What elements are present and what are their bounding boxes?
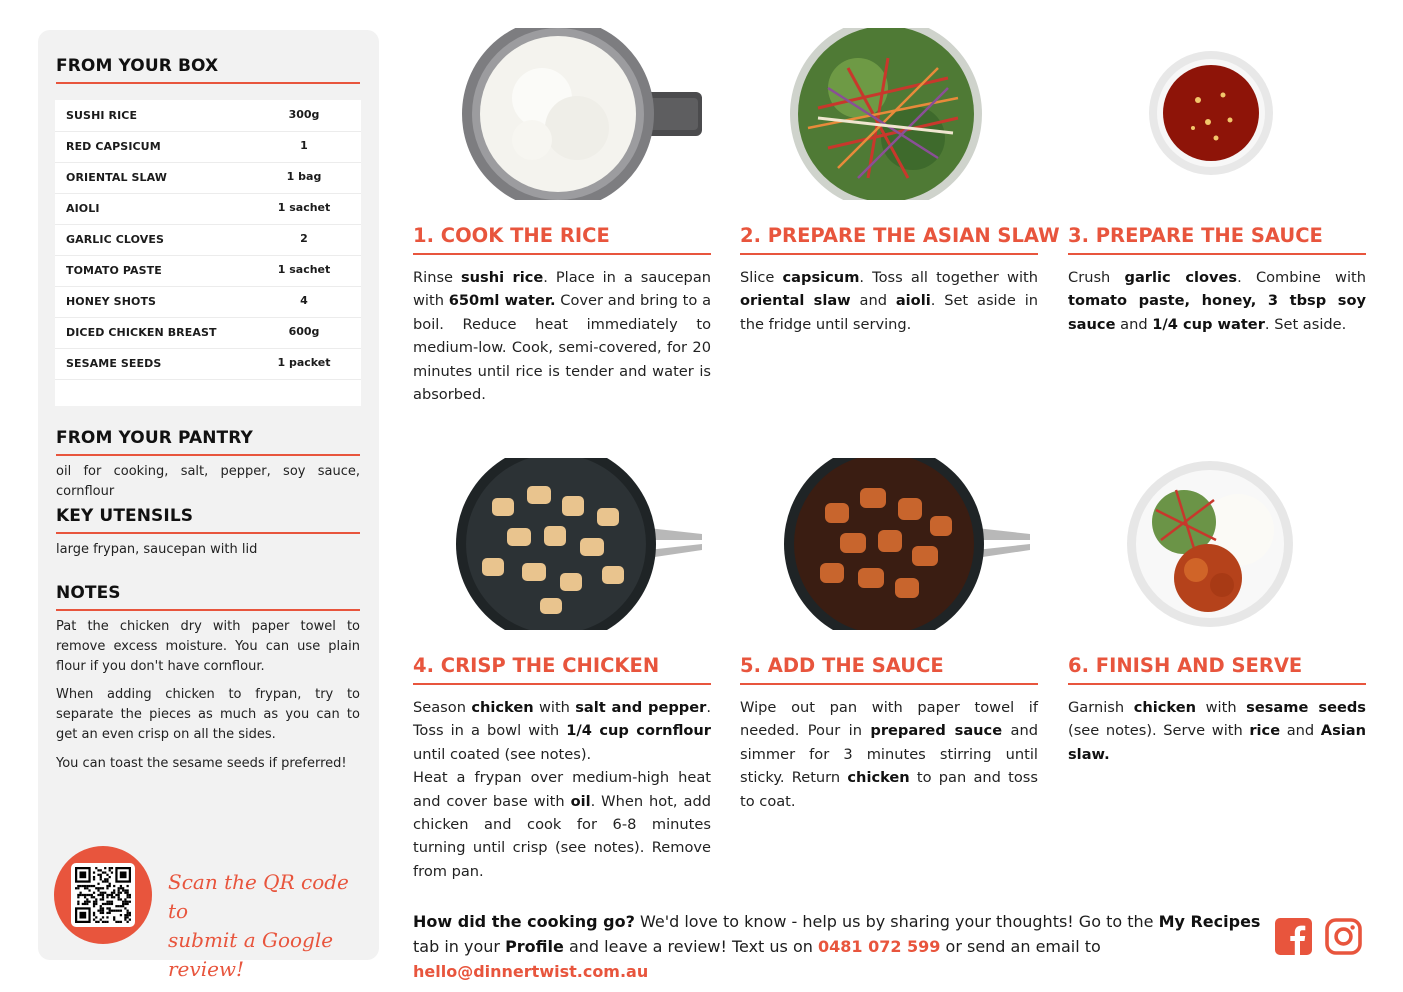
footer-text: We'd love to know - help us by sharing your thoughts! Go to the — [634, 912, 1159, 931]
step-text: until coated (see notes). Heat a frypan over medium-high heat and cover base with — [413, 745, 711, 810]
facebook-icon[interactable] — [1275, 918, 1312, 955]
divider — [56, 454, 360, 456]
ingredient-name: DICED CHICKEN BREAST — [66, 326, 217, 339]
divider — [413, 683, 711, 685]
step-5-title: 5. ADD THE SAUCE — [740, 654, 944, 677]
step-text: . Place in a saucepan with — [413, 269, 712, 310]
step-text: Wipe out pan with paper towel if needed. Pour in — [740, 699, 1038, 740]
step-text: with — [533, 699, 576, 716]
ingredient-name: ORIENTAL SLAW — [66, 171, 168, 184]
divider — [56, 609, 360, 611]
divider — [1068, 683, 1366, 685]
email-link[interactable]: hello@dinnertwist.com.au — [413, 962, 649, 981]
ingredient-name: SESAME SEEDS — [66, 357, 162, 370]
sauce-frypan-image — [780, 458, 1032, 630]
ingredient-row — [55, 348, 361, 380]
step-text: and — [850, 292, 896, 310]
step-emphasis: salt and pepper — [575, 699, 707, 716]
divider — [56, 532, 360, 534]
step-emphasis: chicken — [471, 699, 534, 716]
note-item: When adding chicken to frypan, try to separate the pieces as much as you can to get an even crisp on all the sides. — [56, 687, 360, 742]
divider — [740, 253, 1038, 255]
ingredient-row — [55, 255, 361, 287]
step-text: with — [1196, 699, 1247, 716]
step-emphasis: aioli — [895, 292, 931, 310]
divider — [413, 253, 711, 255]
step-emphasis: Asian slaw. — [1068, 722, 1367, 763]
divider — [1068, 253, 1366, 255]
step-1-body — [413, 266, 711, 406]
qr-line-2: submit a Google review! — [168, 928, 334, 981]
ingredient-name: AIOLI — [66, 202, 100, 215]
sidebar — [38, 30, 379, 981]
utensils-heading: KEY UTENSILS — [56, 506, 194, 526]
step-2-title: 2. PREPARE THE ASIAN SLAW — [740, 224, 1060, 247]
step-text: . Combine with — [1237, 269, 1366, 286]
ingredient-name: RED CAPSICUM — [66, 140, 161, 153]
step-emphasis: garlic cloves — [1124, 269, 1238, 286]
ingredient-qty: 4 — [300, 294, 308, 307]
note-item: Pat the chicken dry with paper towel to remove excess moisture. You can use plain flour if you don't have cornflour. — [56, 619, 360, 674]
qr-code-icon — [75, 867, 131, 923]
ingredient-row — [55, 193, 361, 225]
from-box-heading: FROM YOUR BOX — [56, 56, 219, 76]
step-text: . Toss all together with — [859, 269, 1039, 286]
instagram-icon[interactable] — [1325, 918, 1362, 955]
note-item: You can toast the sesame seeds if preferred! — [56, 756, 347, 771]
step-text: to pan and toss to coat. — [740, 769, 1039, 810]
ingredient-name: SUSHI RICE — [66, 109, 138, 122]
step-3-title: 3. PREPARE THE SAUCE — [1068, 224, 1323, 247]
step-text: Slice — [740, 269, 783, 286]
ingredient-row — [55, 162, 361, 194]
step-text: and — [1115, 315, 1153, 333]
pantry-text: oil for cooking, salt, pepper, soy sauce, cornflour — [56, 464, 360, 499]
ingredient-qty: 300g — [288, 108, 320, 121]
step-emphasis: tomato paste, honey, 3 tbsp soy sauce — [1068, 292, 1366, 333]
qr-code[interactable] — [71, 863, 135, 927]
ingredient-row — [55, 317, 361, 349]
qr-badge — [54, 846, 152, 944]
sauce-bowl-image — [1148, 50, 1274, 176]
rice-saucepan-image — [462, 28, 704, 200]
ingredient-qty: 1 sachet — [277, 201, 331, 214]
profile-label: Profile — [505, 937, 564, 956]
step-6-body — [1068, 696, 1366, 766]
footer-text: and leave a review! Text us on — [563, 937, 818, 956]
ingredient-row — [55, 131, 361, 163]
step-text: . Toss in a bowl with — [413, 699, 711, 740]
step-emphasis: sushi rice — [460, 269, 544, 286]
ingredients-table — [55, 100, 361, 406]
ingredient-qty: 1 — [300, 139, 308, 152]
footer-text: tab in your — [413, 937, 506, 956]
step-text: and simmer for 3 minutes stirring until sticky. Return — [740, 722, 1038, 787]
step-text: (see notes). Serve with — [1068, 722, 1250, 740]
ingredient-qty: 1 bag — [286, 170, 322, 183]
step-text: Garnish — [1068, 699, 1134, 716]
step-emphasis: chicken — [1133, 699, 1197, 716]
step-4-body — [413, 696, 711, 883]
step-text: Cover and bring to a boil. Reduce heat immediately to medium-low. Cook, semi-covered, for 20 minutes until rice is tender and water is absorbed. — [413, 292, 712, 404]
footer-text: or send an email to — [940, 937, 1101, 956]
slaw-bowl-image — [788, 28, 984, 200]
ingredient-qty: 600g — [288, 325, 320, 338]
step-emphasis: rice — [1249, 722, 1281, 740]
step-emphasis: sesame seeds — [1246, 699, 1366, 716]
step-emphasis: capsicum — [782, 269, 860, 286]
step-5-body — [740, 696, 1038, 813]
ingredient-row — [55, 286, 361, 318]
ingredient-row — [55, 224, 361, 256]
step-1-title: 1. COOK THE RICE — [413, 224, 610, 247]
step-text: Season — [413, 699, 472, 716]
notes-heading: NOTES — [56, 583, 121, 603]
qr-line-1: Scan the QR code to — [168, 870, 349, 923]
step-4-title: 4. CRISP THE CHICKEN — [413, 654, 660, 677]
step-emphasis: oriental slaw — [740, 292, 851, 310]
divider — [740, 683, 1038, 685]
step-text: . Set aside. — [1264, 315, 1347, 333]
step-text: Rinse — [413, 269, 461, 286]
step-emphasis: 650ml water. — [448, 292, 556, 310]
divider — [56, 82, 360, 84]
finished-dish-image — [1126, 460, 1294, 628]
review-footer — [413, 909, 1263, 984]
ingredient-name: HONEY SHOTS — [66, 295, 157, 308]
step-6-title: 6. FINISH AND SERVE — [1068, 654, 1303, 677]
my-recipes-label: My Recipes — [1158, 912, 1261, 931]
pantry-heading: FROM YOUR PANTRY — [56, 428, 253, 448]
qr-message — [168, 868, 368, 984]
step-emphasis: 1/4 cup cornflour — [566, 722, 712, 740]
step-3-body — [1068, 266, 1366, 336]
ingredient-qty: 1 packet — [277, 356, 331, 369]
step-2-body — [740, 266, 1038, 336]
step-text: and — [1280, 722, 1321, 740]
step-emphasis: oil — [570, 792, 591, 810]
step-text: . When hot, add chicken and cook for 6-8 minutes turning until crisp (see notes). Remove from pan. — [413, 792, 711, 880]
utensils-text: large frypan, saucepan with lid — [56, 542, 258, 557]
phone-link[interactable]: 0481 072 599 — [817, 937, 941, 956]
step-text: Crush — [1068, 269, 1125, 286]
ingredient-qty: 2 — [300, 232, 308, 245]
chicken-frypan-image — [452, 458, 704, 630]
step-emphasis: prepared sauce — [870, 722, 1003, 740]
ingredient-name: GARLIC CLOVES — [66, 233, 165, 246]
ingredient-row — [55, 100, 361, 132]
step-emphasis: chicken — [847, 769, 910, 787]
footer-question: How did the cooking go? — [413, 912, 635, 931]
step-text: . Set aside in the fridge until serving. — [740, 292, 1038, 333]
step-emphasis: 1/4 cup water — [1152, 315, 1265, 333]
ingredient-qty: 1 sachet — [277, 263, 331, 276]
ingredient-name: TOMATO PASTE — [66, 264, 162, 277]
